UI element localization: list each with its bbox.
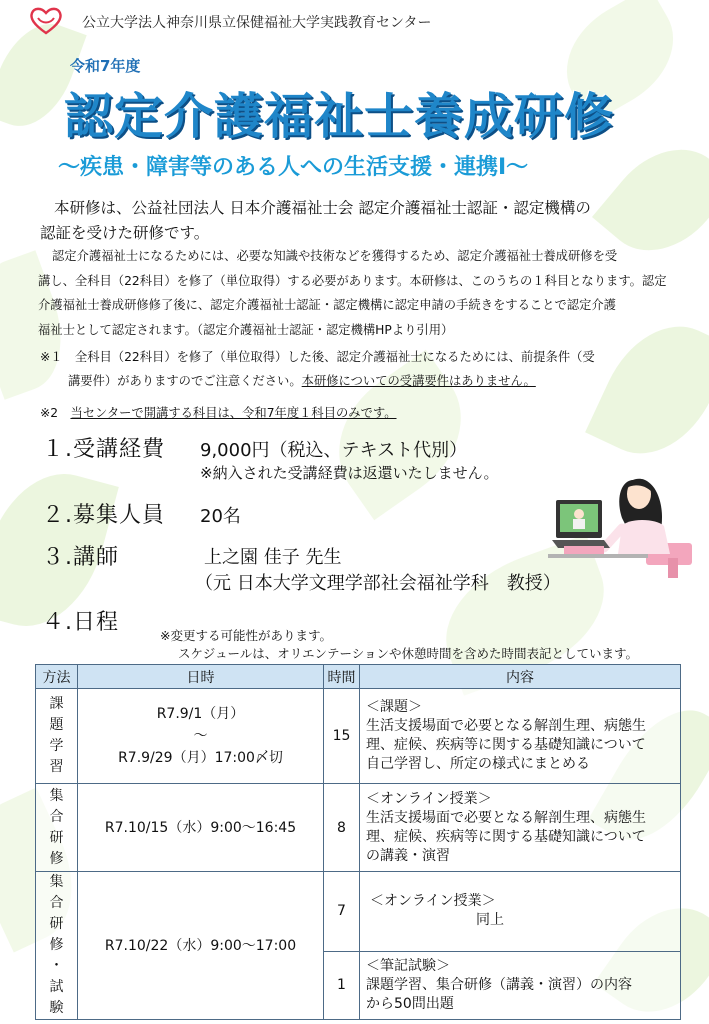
method-char: 修 xyxy=(49,937,64,953)
table-row xyxy=(36,689,681,784)
lecturer-name: 上之園 佳子 先生 xyxy=(204,547,342,568)
note-1-line xyxy=(40,369,680,393)
description-line: 介護福祉士養成研修修了後に、認定介護福祉士認証・認定機構に認定申請の手続きをすることで認定介護 xyxy=(38,298,616,312)
online-learning-illustration xyxy=(548,448,694,578)
content-line: 課題学習、集合研修（講義・演習）の内容 xyxy=(366,976,632,993)
method-cell xyxy=(36,689,78,784)
intro-paragraph xyxy=(40,196,680,246)
method-char: 合 xyxy=(49,895,64,911)
date-line: R7.9/29（月）17:00〆切 xyxy=(118,750,283,766)
content-line: 理、症候、疾病等に関する基礎知識について xyxy=(366,737,646,753)
hours-cell: 7 xyxy=(324,872,360,952)
hours-cell: 8 xyxy=(324,784,360,872)
content-line: 自己学習し、所定の様式にまとめる xyxy=(366,756,590,772)
content-line: 理、症候、疾病等に関する基礎知識について xyxy=(366,828,646,845)
header-datetime: 日時 xyxy=(78,665,324,689)
fee-heading: １.受講経費 xyxy=(42,437,165,462)
method-char: 試 xyxy=(49,979,64,995)
content-line: の講義・演習 xyxy=(366,847,450,864)
note-1-line: ※１ 全科目（22科目）を修了（単位取得）した後、認定介護福祉士になるためには、前提条件（受 xyxy=(40,350,595,364)
method-cell xyxy=(36,784,78,872)
schedule-heading: ４.日程 xyxy=(42,610,119,635)
hours-cell: 15 xyxy=(324,689,360,784)
lecturer-affiliation: （元 日本大学文理学部社会福祉学科 教授） xyxy=(195,573,561,594)
note-2 xyxy=(40,401,680,425)
content-line: ＜筆記試験＞ xyxy=(366,957,450,974)
method-char: 課 xyxy=(49,696,64,712)
content-line: 生活支援場面で必要となる解剖生理、病態生 xyxy=(366,718,646,734)
method-cell xyxy=(36,872,78,1020)
date-line: ～ xyxy=(193,728,208,744)
method-char: 研 xyxy=(49,916,64,932)
schedule-note: スケジュールは、オリエンテーションや休憩時間を含めた時間表記としています。 xyxy=(178,646,639,661)
fee-note: ※納入された受講経費は返還いたしません。 xyxy=(200,464,499,482)
description-line: 認定介護福祉士になるためには、必要な知識や技術などを獲得するため、認定介護福祉士養成研修を受 xyxy=(52,249,618,263)
method-char: 研 xyxy=(49,829,64,846)
description-paragraph xyxy=(38,244,686,342)
capacity-heading: ２.募集人員 xyxy=(42,503,165,528)
hours-cell: 1 xyxy=(324,951,360,1019)
method-char: 題 xyxy=(49,717,64,733)
header-content: 内容 xyxy=(360,665,681,689)
intro-line: 認証を受けた研修です。 xyxy=(40,224,210,242)
method-char: 習 xyxy=(49,759,64,775)
note-1 xyxy=(40,345,680,393)
description-line: 講し、全科目（22科目）を修了（単位取得）する必要があります。本研修は、このうちの１科目となります。認定 xyxy=(38,273,667,288)
method-char: 学 xyxy=(49,738,64,754)
method-char: 修 xyxy=(49,850,64,867)
content-line: ＜課題＞ xyxy=(366,699,422,715)
content-line: 生活支援場面で必要となる解剖生理、病態生 xyxy=(366,809,646,826)
note-1-text: 講要件）がありますのでご注意ください。 xyxy=(68,374,302,388)
logo-heart-icon xyxy=(28,6,64,36)
schedule-note: ※変更する可能性があります。 xyxy=(160,628,332,643)
schedule-table xyxy=(35,664,681,1020)
table-row xyxy=(36,784,681,872)
intro-line: 本研修は、公益社団法人 日本介護福祉士会 認定介護福祉士認証・認定機構の xyxy=(54,199,591,217)
note-1-emphasis: 本研修についての受講要件はありません。 xyxy=(301,374,536,388)
fiscal-year: 令和7年度 xyxy=(70,57,141,75)
content-line: ＜オンライン授業＞ xyxy=(366,790,492,807)
method-char: 合 xyxy=(49,808,64,825)
header-method: 方法 xyxy=(36,665,78,689)
note-2-prefix: ※2 xyxy=(40,406,71,420)
lecturer-heading: ３.講師 xyxy=(42,545,119,570)
capacity-value: 20名 xyxy=(200,506,241,527)
organization-name: 公立大学法人神奈川県立保健福祉大学実践教育センター xyxy=(82,15,432,31)
fee-value: 9,000円（税込、テキスト代別） xyxy=(200,440,468,461)
note-2-text: 当センターで開講する科目は、令和7年度１科目のみです。 xyxy=(70,406,397,420)
date-line: R7.9/1（月） xyxy=(156,706,245,722)
description-line: 福祉士として認定されます。（認定介護福祉士認証・認定機構HPより引用） xyxy=(38,322,454,337)
content-line: 同上 xyxy=(476,912,504,929)
method-char: 験 xyxy=(49,1000,64,1016)
date-cell: R7.10/22（水）9:00～17:00 xyxy=(78,872,324,1020)
method-char: ・ xyxy=(49,958,64,974)
content-line: から50問出題 xyxy=(366,995,454,1012)
content-cell xyxy=(360,872,681,952)
table-row xyxy=(36,872,681,952)
method-char: 集 xyxy=(49,874,64,890)
page-title: 認定介護福祉士養成研修 xyxy=(64,88,615,145)
date-cell: R7.10/15（水）9:00～16:45 xyxy=(78,784,324,872)
page-subtitle: ～疾患・障害等のある人への生活支援・連携Ⅰ～ xyxy=(58,155,529,180)
content-line: ＜オンライン授業＞ xyxy=(370,893,496,910)
method-char: 集 xyxy=(49,787,64,804)
content-cell xyxy=(360,951,681,1019)
content-cell xyxy=(360,689,681,784)
date-cell xyxy=(78,689,324,784)
table-header-row xyxy=(36,665,681,689)
content-cell xyxy=(360,784,681,872)
header-hours: 時間 xyxy=(324,665,360,689)
